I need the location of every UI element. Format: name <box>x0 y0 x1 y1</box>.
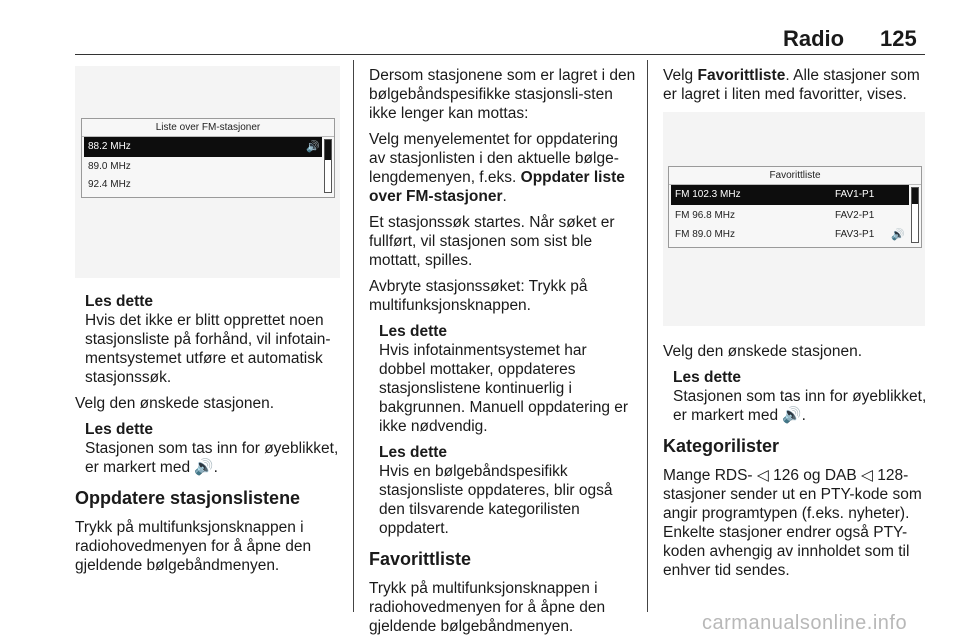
speaker-icon: 🔊 <box>306 141 320 153</box>
list-scrollbar <box>324 139 332 193</box>
column-3 <box>663 342 931 587</box>
note-body: Hvis det ikke er blitt opprettet noen stasjonsliste på forhånd, vil infotain-mentsystemet utføre et automatisk stasjonssøk. <box>85 312 331 386</box>
list-item <box>84 137 322 157</box>
note-title: Les dette <box>379 323 448 340</box>
header-divider <box>75 54 925 55</box>
favourite-slot: FAV1-P1 <box>835 189 875 200</box>
paragraph <box>369 130 637 206</box>
paragraph: Trykk på multifunksjonsknappen i radiohovedmenyen for å åpne den gjeldende bølgebåndmenyen. <box>369 580 606 635</box>
section-heading: Oppdatere stasjonslistene <box>75 488 301 508</box>
paragraph-text: Velg menyelementet for oppdatering av stasjonlisten i den aktuelle bølge-lengdemenyen, f.eks. <box>369 131 619 186</box>
note-body: Hvis infotainmentsystemet har dobbel mottaker, oppdateres stasjonslistene kontinuerlig i bakgrunnen. Manuell oppdatering er ikke nødvendig. <box>379 342 629 435</box>
note-body: Hvis en bølgebåndspesifikk stasjonsliste oppdateres, blir også den tilsvarende kategorilisten oppdatert. <box>379 463 613 537</box>
menu-item-reference: Oppdater liste over FM-stasjoner <box>369 169 625 205</box>
note-title: Les dette <box>673 369 742 386</box>
note-block <box>85 420 347 477</box>
paragraph-text: . <box>502 188 507 205</box>
favourite-slot: FAV2-P1 <box>835 210 875 221</box>
column-divider-1 <box>353 60 354 612</box>
paragraph: Et stasjonssøk startes. Når søket er fullført, vil stasjonen som sist ble mottatt, spilles. <box>369 214 615 269</box>
section-heading: Favorittliste <box>369 549 472 569</box>
list-scrollbar <box>911 187 919 243</box>
note-title: Les dette <box>379 444 448 461</box>
paragraph: Dersom stasjonene som er lagret i den bølgebåndspesifikke stasjonsli-sten ikke lenger kan mottas: <box>369 67 636 122</box>
menu-item-reference: Favorittliste <box>697 67 786 84</box>
page-number: 125 <box>880 26 917 51</box>
fm-list-illustration <box>75 66 340 278</box>
note-body: Stasjonen som tas inn for øyeblikket, er markert med 🔊. <box>673 388 927 424</box>
station-label: FM 89.0 MHz <box>675 229 736 240</box>
list-item <box>671 185 909 205</box>
list-item <box>84 175 322 195</box>
station-label: 88.2 MHz <box>88 141 131 152</box>
screen-title: Favorittliste <box>669 167 921 185</box>
paragraph: Velg den ønskede stasjonen. <box>663 343 863 360</box>
favourite-slot: FAV3-P1 <box>835 229 875 240</box>
note-title: Les dette <box>85 421 154 438</box>
speaker-icon: 🔊 <box>891 229 905 241</box>
screen-title: Liste over FM-stasjoner <box>82 119 334 137</box>
note-body: Stasjonen som tas inn for øyeblikket, er markert med 🔊. <box>85 440 339 476</box>
scrollbar-thumb <box>325 140 331 160</box>
paragraph-text: . Alle stasjoner som er lagret i liten med favoritter, vises. <box>663 67 920 103</box>
note-block <box>85 292 347 387</box>
paragraph <box>663 66 931 104</box>
paragraph: Mange RDS- ◁ 126 og DAB ◁ 128-stasjoner sender ut en PTY-kode som angir programtypen (f.eks. nyheter). Enkelte stasjoner endrer også PTY-koden avhengig av innholdet som til enhver tid sendes. <box>663 467 922 579</box>
list-item <box>84 157 322 177</box>
station-label: FM 102.3 MHz <box>675 189 741 200</box>
list-item <box>671 225 909 245</box>
paragraph: Trykk på multifunksjonsknappen i radiohovedmenyen for å åpne den gjeldende bølgebåndmenyen. <box>75 519 312 574</box>
note-block <box>379 443 637 538</box>
favourites-screen <box>668 166 922 248</box>
section-heading: Kategorilister <box>663 436 780 456</box>
station-label: FM 96.8 MHz <box>675 210 736 221</box>
paragraph: Avbryte stasjonssøket: Trykk på multifunksjonsknappen. <box>369 278 588 314</box>
station-label: 89.0 MHz <box>88 161 131 172</box>
paragraph: Velg den ønskede stasjonen. <box>75 395 275 412</box>
note-block <box>673 368 931 425</box>
list-item <box>671 206 909 226</box>
fm-list-screen <box>81 118 335 198</box>
note-block <box>379 322 637 436</box>
note-title: Les dette <box>85 293 154 310</box>
favourites-illustration <box>663 112 925 326</box>
column-2 <box>369 66 637 643</box>
column-1 <box>75 292 347 582</box>
paragraph-text: Velg <box>663 67 698 84</box>
station-label: 92.4 MHz <box>88 179 131 190</box>
column-divider-2 <box>647 60 648 612</box>
column-3-intro <box>663 66 931 111</box>
scrollbar-thumb <box>912 188 918 204</box>
section-title: Radio <box>783 26 845 51</box>
watermark: carmanualsonline.info <box>702 612 908 634</box>
